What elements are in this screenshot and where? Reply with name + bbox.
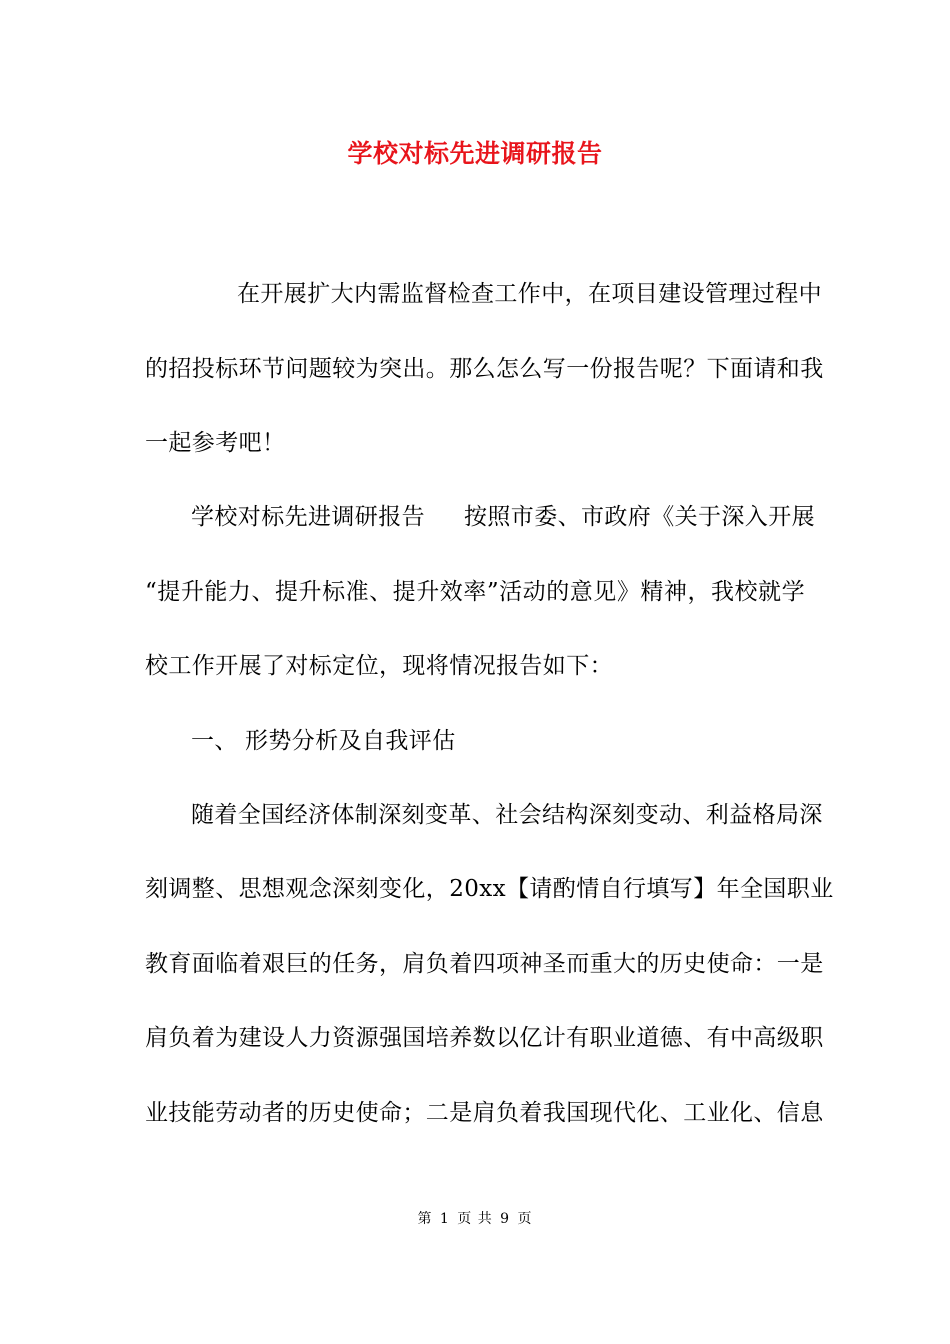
- paragraph-line: 刻调整、思想观念深刻变化，20xx【请酌情自行填写】年全国职业: [145, 876, 834, 902]
- footer-current-page: 1: [439, 1211, 450, 1227]
- footer-total-pages: 9: [500, 1211, 511, 1227]
- paragraph-line: 业技能劳动者的历史使命；二是肩负着我国现代化、工业化、信息: [145, 1100, 824, 1126]
- footer-prefix: 第: [417, 1211, 433, 1227]
- paragraph-line: 的招投标环节问题较为突出。那么怎么写一份报告呢？下面请和我: [145, 356, 824, 382]
- section-heading: 形势分析及自我评估: [245, 728, 456, 754]
- paragraph-line: 随着全国经济体制深刻变革、社会结构深刻变动、利益格局深: [191, 802, 823, 828]
- page-footer: [0, 1209, 950, 1229]
- paragraph-line: “提升能力、提升标准、提升效率”活动的意见》精神，我校就学: [145, 579, 805, 605]
- paragraph-line: 学校对标先进调研报告: [191, 504, 425, 530]
- footer-middle: 页 共: [457, 1211, 493, 1227]
- footer-suffix: 页: [517, 1211, 533, 1227]
- document-title: 学校对标先进调研报告: [347, 139, 603, 168]
- paragraph-line: 教育面临着艰巨的任务，肩负着四项神圣而重大的历史使命：一是: [145, 951, 824, 977]
- paragraph-line: 校工作开展了对标定位，现将情况报告如下：: [145, 653, 613, 679]
- paragraph-line: 在开展扩大内需监督检查工作中，在项目建设管理过程中: [237, 281, 822, 307]
- paragraph-line: 按照市委、市政府《关于深入开展: [464, 504, 815, 530]
- section-number: 一、: [191, 728, 238, 754]
- paragraph-line: 一起参考吧！: [145, 430, 286, 456]
- paragraph-line: 肩负着为建设人力资源强国培养数以亿计有职业道德、有中高级职: [145, 1025, 824, 1051]
